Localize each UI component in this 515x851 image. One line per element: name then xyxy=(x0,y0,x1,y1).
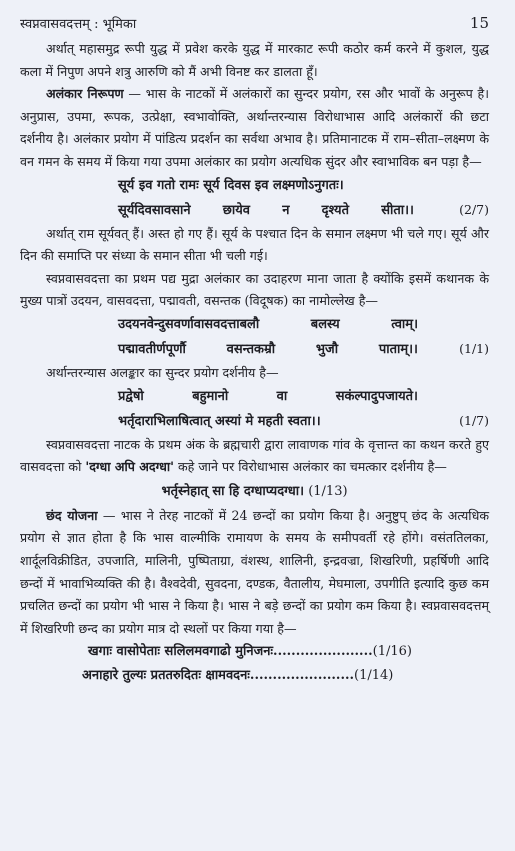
paragraph-chhand xyxy=(20,505,489,641)
verse-word: पद्मावतीर्णपूर्णौ xyxy=(118,341,186,357)
dotted-verse-2 xyxy=(20,664,489,688)
verse-1-line-1 xyxy=(20,174,489,198)
running-header xyxy=(20,14,489,38)
paragraph-alankar xyxy=(20,83,489,173)
paragraph-3: अर्थात् राम सूर्यवत् हैं। अस्त हो गए हैं। सूर्य के पश्चात दिन के समान लक्ष्मण भी चले गए। सूर्य और दिन की समाप्ति पर संध्या के समान सीता भी चली गई। xyxy=(20,225,489,264)
verse-block-3 xyxy=(20,385,489,434)
running-title: स्वप्नवासवदत्तम् : भूमिका xyxy=(20,17,137,32)
verse-2-reference: (1/1) xyxy=(459,340,489,356)
paragraph-1: अर्थात् महासमुद्र रूपी युद्ध में प्रवेश करके युद्ध में मारकाट रूपी कठोर कर्म करने में कुशल, युद्ध कला में निपुण अपने शत्रु आरुणि को मैं अभी विनष्ट कर डालता हूँ। xyxy=(20,41,489,79)
paragraph-6-text-b: कहे जाने पर विरोधाभास अलंकार का चमत्कार दर्शनीय है— xyxy=(173,459,447,475)
dotted-verse-1 xyxy=(20,640,489,664)
verse-3-line-1 xyxy=(20,385,489,409)
verse-word: पाताम्।। xyxy=(378,341,418,357)
verse-word: दृश्यते xyxy=(321,202,350,218)
centered-quote-line xyxy=(20,479,489,505)
dotted-verse-1-reference: (1/16) xyxy=(372,644,412,660)
verse-block-2 xyxy=(20,313,489,362)
page-number: 15 xyxy=(469,14,489,32)
verse-word: वसन्तकम्रौ xyxy=(226,341,276,357)
alankar-text: — भास के नाटकों में अलंकारों का सुन्दर प्रयोग, रस और भावों के अनुरूप है। अनुप्रास, उपमा, रूपक, उत्प्रेक्षा, स्वभावोक्ति, अर्थान्तरन्यास विरोधाभास आदि अलंकारों की छटा दर्शनीय है। अलंकार प्रयोग में पांडित्य प्रदर्शन का सर्वथा अभाव है। प्रतिमानाटक में राम–सीता–लक्ष्मण के वन गमन के समय में किया गया उपमा अलंकार का प्रयोग अत्यधिक सुंदर और स्वाभाविक बन पड़ा है— xyxy=(20,86,489,169)
verse-1-line-1-text: सूर्य इव गतो रामः सूर्य दिवस इव लक्ष्मणोऽनुगतः। xyxy=(118,177,344,193)
verse-3-reference: (1/7) xyxy=(459,412,489,428)
verse-word: वा xyxy=(276,388,288,404)
verse-word: छायेव xyxy=(222,202,251,218)
verse-word: सीता।। xyxy=(381,202,414,218)
paragraph-6-text-a: स्वप्नवासवदत्ता नाटक के प्रथम अंक के ब्रह्मचारी द्वारा लावाणक गांव के वृत्तान्त का कथन करते हुए वासवदत्ता को xyxy=(20,436,489,475)
chhand-text: — भास ने तेरह नाटकों में 24 छन्दों का प्रयोग किया है। अनुष्टुप् छंद के अत्यधिक प्रयोग से ज्ञात होता है कि भास वाल्मीकि रामायण के समय के समीपवर्ती रहे होंगे। वसंततिलका, शार्दूलविक्रीडित, उपजाति, मालिनी, पुष्पिताग्रा, वंशस्थ, शालिनी, इन्द्रवज्रा, शिखरिणी, प्रहर्षिणी आदि छन्दों में भावाभिव्यक्ति की है। वैश्वदेवी, सुवदना, दण्डक, वैतालीय, मेघमाला, उपगीति इत्यादि कुछ कम प्रचलित छन्दों का प्रयोग भी भास ने किया है। भास ने बड़े छन्दों का प्रयोग कम किया है। स्वप्नवासवदत्तम् में शिखरिणी छन्द का प्रयोग मात्र दो स्थलों पर किया गया है— xyxy=(20,507,489,636)
dotted-verse-1-text: खगाः वासोपेताः सलिलमवगाढो मुनिजनः...................... xyxy=(88,644,373,660)
quoted-phrase: 'दग्धा अपि अदग्धा' xyxy=(85,459,174,475)
verse-word: बहुमानो xyxy=(192,388,229,404)
verse-word: न xyxy=(282,202,290,218)
verse-word: प्रद्वेषो xyxy=(118,388,144,404)
verse-2-line-2 xyxy=(20,337,489,362)
centered-quote-text: भर्तृस्नेहात् सा हि दग्धाप्यदग्धा। xyxy=(161,483,305,499)
verse-2-line-2-text xyxy=(118,338,418,362)
verse-word: भुजौ xyxy=(315,341,339,357)
verse-word: उदयनवेन्दुसवर्णावासवदत्ताबलौ xyxy=(118,316,260,332)
verse-1-line-2-text xyxy=(118,199,414,223)
verse-2-line-1 xyxy=(20,313,489,337)
paragraph-4: स्वप्नवासवदत्ता का प्रथम पद्य मुद्रा अलंकार का उदाहरण माना जाता है क्योंकि इसमें कथानक के मुख्य पात्रों उदयन, वासवदत्ता, पद्मावती, वसन्तक (विदूषक) का नामोल्लेख है— xyxy=(20,270,489,309)
verse-1-reference: (2/7) xyxy=(459,201,489,217)
verse-block-1 xyxy=(20,174,489,223)
paragraph-5: अर्थान्तरन्यास अलङ्कार का सुन्दर प्रयोग दर्शनीय है— xyxy=(46,364,279,380)
paragraph-6 xyxy=(20,434,489,479)
verse-word: सूर्यदिवसावसाने xyxy=(118,202,191,218)
verse-word: त्वाम्। xyxy=(391,316,418,332)
dotted-verse-2-text: अनाहारे तुल्यः प्रततरुदितः क्षामवदनः....................... xyxy=(82,668,355,684)
alankar-heading: अलंकार निरूपण xyxy=(46,86,124,102)
verse-3-line-1-text xyxy=(118,385,418,409)
verse-3-line-2 xyxy=(20,409,489,434)
verse-2-line-1-text xyxy=(118,313,418,337)
verse-word: सकंल्पादुपजायते। xyxy=(335,388,418,404)
dotted-verse-2-reference: (1/14) xyxy=(354,668,394,684)
chhand-heading: छंद योजना xyxy=(46,507,98,523)
verse-1-line-2 xyxy=(20,198,489,223)
centered-quote-reference: (1/13) xyxy=(304,483,348,499)
verse-3-line-2-text: भर्तृदाराभिलाषित्वात् अस्यां मे महती स्वता।। xyxy=(118,413,321,429)
verse-word: बलस्य xyxy=(310,316,340,332)
